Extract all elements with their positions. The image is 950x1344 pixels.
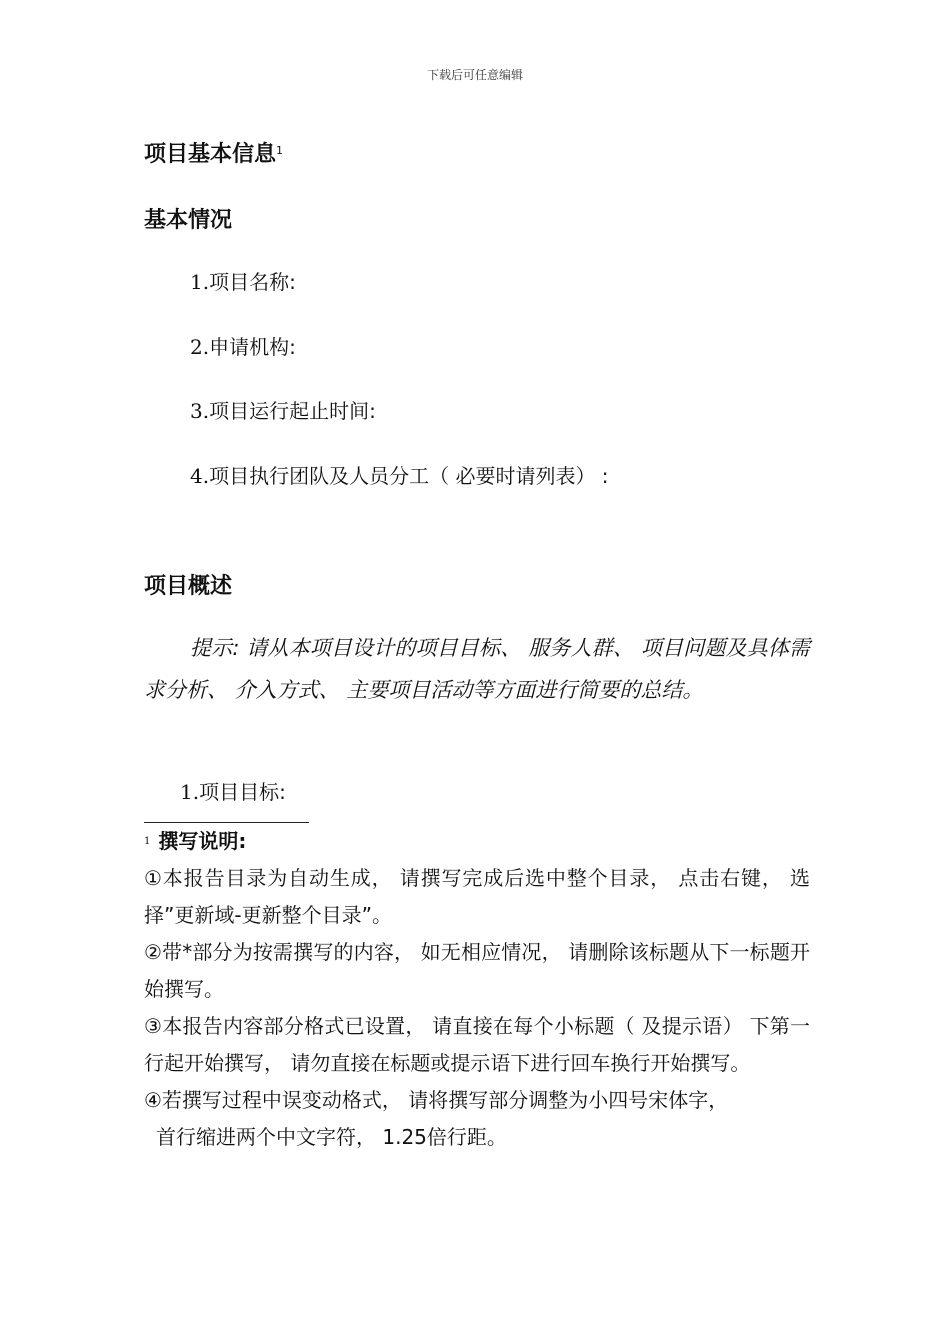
heading-overview — [144, 572, 232, 602]
heading-basic-situation-text: 基本情况 — [144, 208, 233, 233]
list-item-number: 4. — [190, 464, 210, 488]
heading-basic-info — [144, 140, 283, 170]
list-item-project-goal — [180, 777, 286, 807]
footnote-paragraph-4: ④若撰写过程中误变动格式， 请将撰写部分调整为小四号宋体字， — [144, 1088, 729, 1112]
footnote-paragraph-1: ①本报告目录为自动生成， 请撰写完成后选中整个目录， 点击右键， 选择”更新域-更新整个目录”。 — [144, 866, 810, 927]
footnote-paragraph-2: ②带*部分为按需撰写的内容， 如无相应情况， 请删除该标题从下一标题开始撰写。 — [144, 940, 810, 1001]
footnote-ref[interactable]: 1 — [276, 144, 284, 157]
footnote-title: 撰写说明: — [158, 829, 247, 853]
heading-basic-situation — [144, 206, 232, 236]
list-item-label: 项目执行团队及人员分工（ 必要时请列表） : — [209, 464, 609, 488]
list-item-number: 2. — [190, 335, 210, 359]
list-item-label: 项目目标: — [199, 780, 286, 804]
footnote-paragraph-3: ③本报告内容部分格式已设置， 请直接在每个小标题（ 及提示语） 下第一行起开始撰写， 请勿直接在标题或提示语下进行回车换行开始撰写。 — [144, 1014, 810, 1075]
footnote-title-line — [144, 823, 810, 860]
list-item-label: 申请机构: — [209, 335, 296, 359]
list-item-number: 1. — [190, 270, 210, 294]
footnote — [144, 823, 810, 1156]
footnote-mark: 1 — [144, 836, 151, 847]
list-item-team — [190, 461, 609, 491]
header-text: 下载后可任意编辑 — [426, 68, 523, 82]
list-item-number: 3. — [190, 399, 210, 423]
footnote-paragraph-4-continued: 首行缩进两个中文字符， 1.25倍行距。 — [156, 1125, 507, 1149]
page-header — [0, 66, 950, 83]
list-item-project-name — [190, 267, 296, 297]
list-item-project-period — [190, 396, 376, 426]
list-item-number: 1. — [180, 780, 200, 804]
overview-hint: 提示: 请从本项目设计的项目目标、 服务人群、 项目问题及具体需求分析、 介入方式、 主要项目活动等方面进行简要的总结。 — [144, 636, 810, 702]
heading-overview-text: 项目概述 — [144, 574, 233, 599]
heading-basic-info-text: 项目基本信息 — [144, 142, 277, 167]
list-item-label: 项目名称: — [209, 270, 296, 294]
list-item-label: 项目运行起止时间: — [209, 399, 376, 423]
list-item-applicant — [190, 332, 296, 362]
